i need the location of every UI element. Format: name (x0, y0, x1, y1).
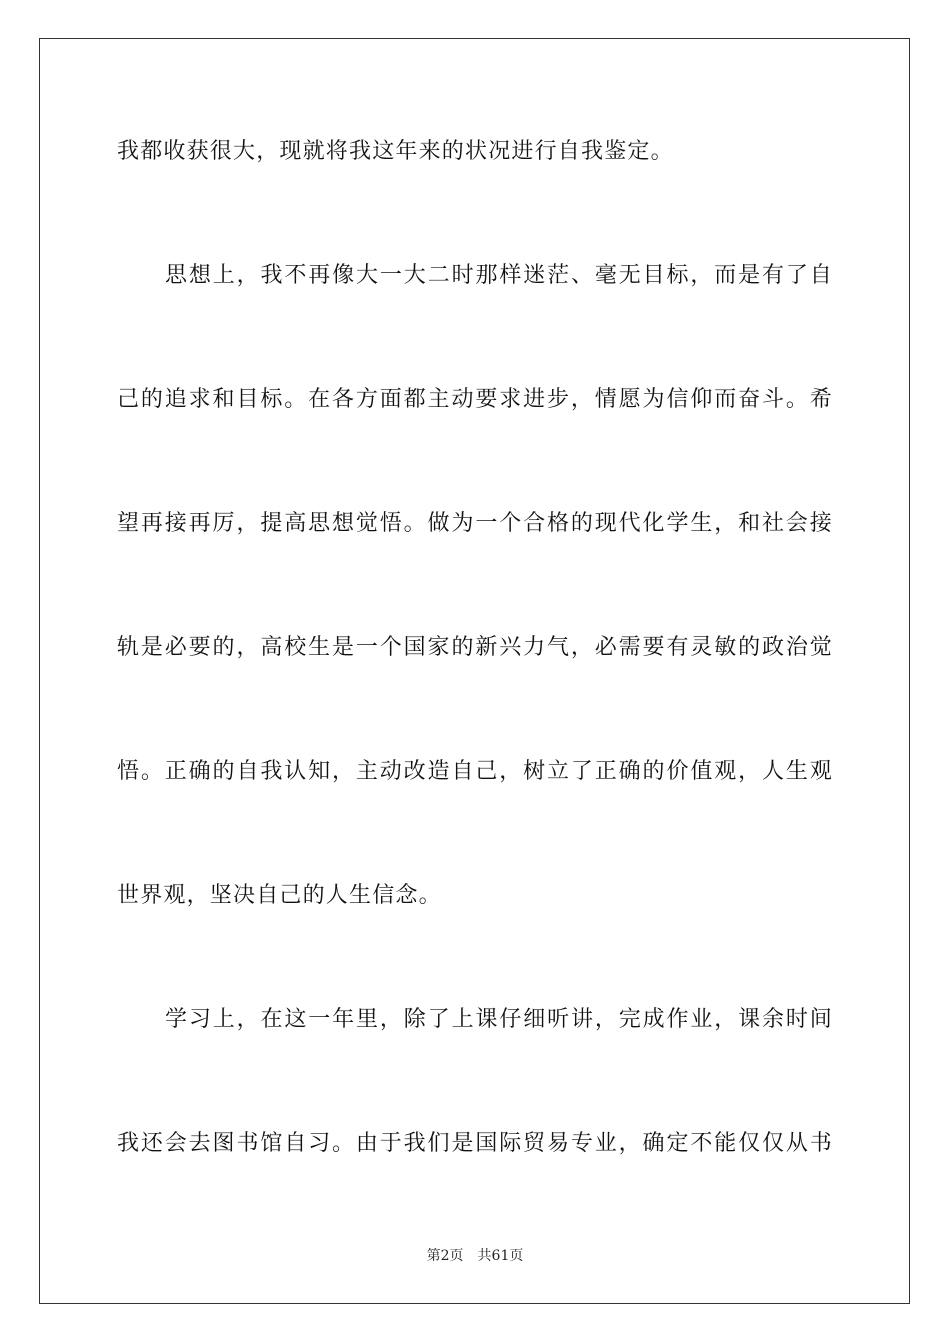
text-line-1: 我都收获很大，现就将我这年来的状况进行自我鉴定。 (117, 139, 674, 164)
page-total: 共61页 (477, 1248, 524, 1264)
text-line-2: 思想上，我不再像大一大二时那样迷茫、毫无目标，而是有了自 (165, 263, 833, 288)
text-line-5: 轨是必要的，高校生是一个国家的新兴力气，必需要有灵敏的政治觉 (117, 635, 833, 660)
page-number: 第2页 (426, 1248, 464, 1264)
text-line-8: 学习上，在这一年里，除了上课仔细听讲，完成作业，课余时间 (165, 1007, 833, 1032)
text-line-3: 己的追求和目标。在各方面都主动要求进步，情愿为信仰而奋斗。希 (117, 387, 833, 412)
page-footer (0, 1246, 950, 1266)
text-line-4: 望再接再厉，提高思想觉悟。做为一个合格的现代化学生，和社会接 (117, 511, 833, 536)
text-line-6: 悟。正确的自我认知，主动改造自己，树立了正确的价值观，人生观 (117, 759, 833, 784)
page-border (39, 38, 910, 1304)
text-line-7: 世界观，坚决自己的人生信念。 (117, 883, 442, 908)
text-line-9: 我还会去图书馆自习。由于我们是国际贸易专业，确定不能仅仅从书 (117, 1131, 833, 1156)
